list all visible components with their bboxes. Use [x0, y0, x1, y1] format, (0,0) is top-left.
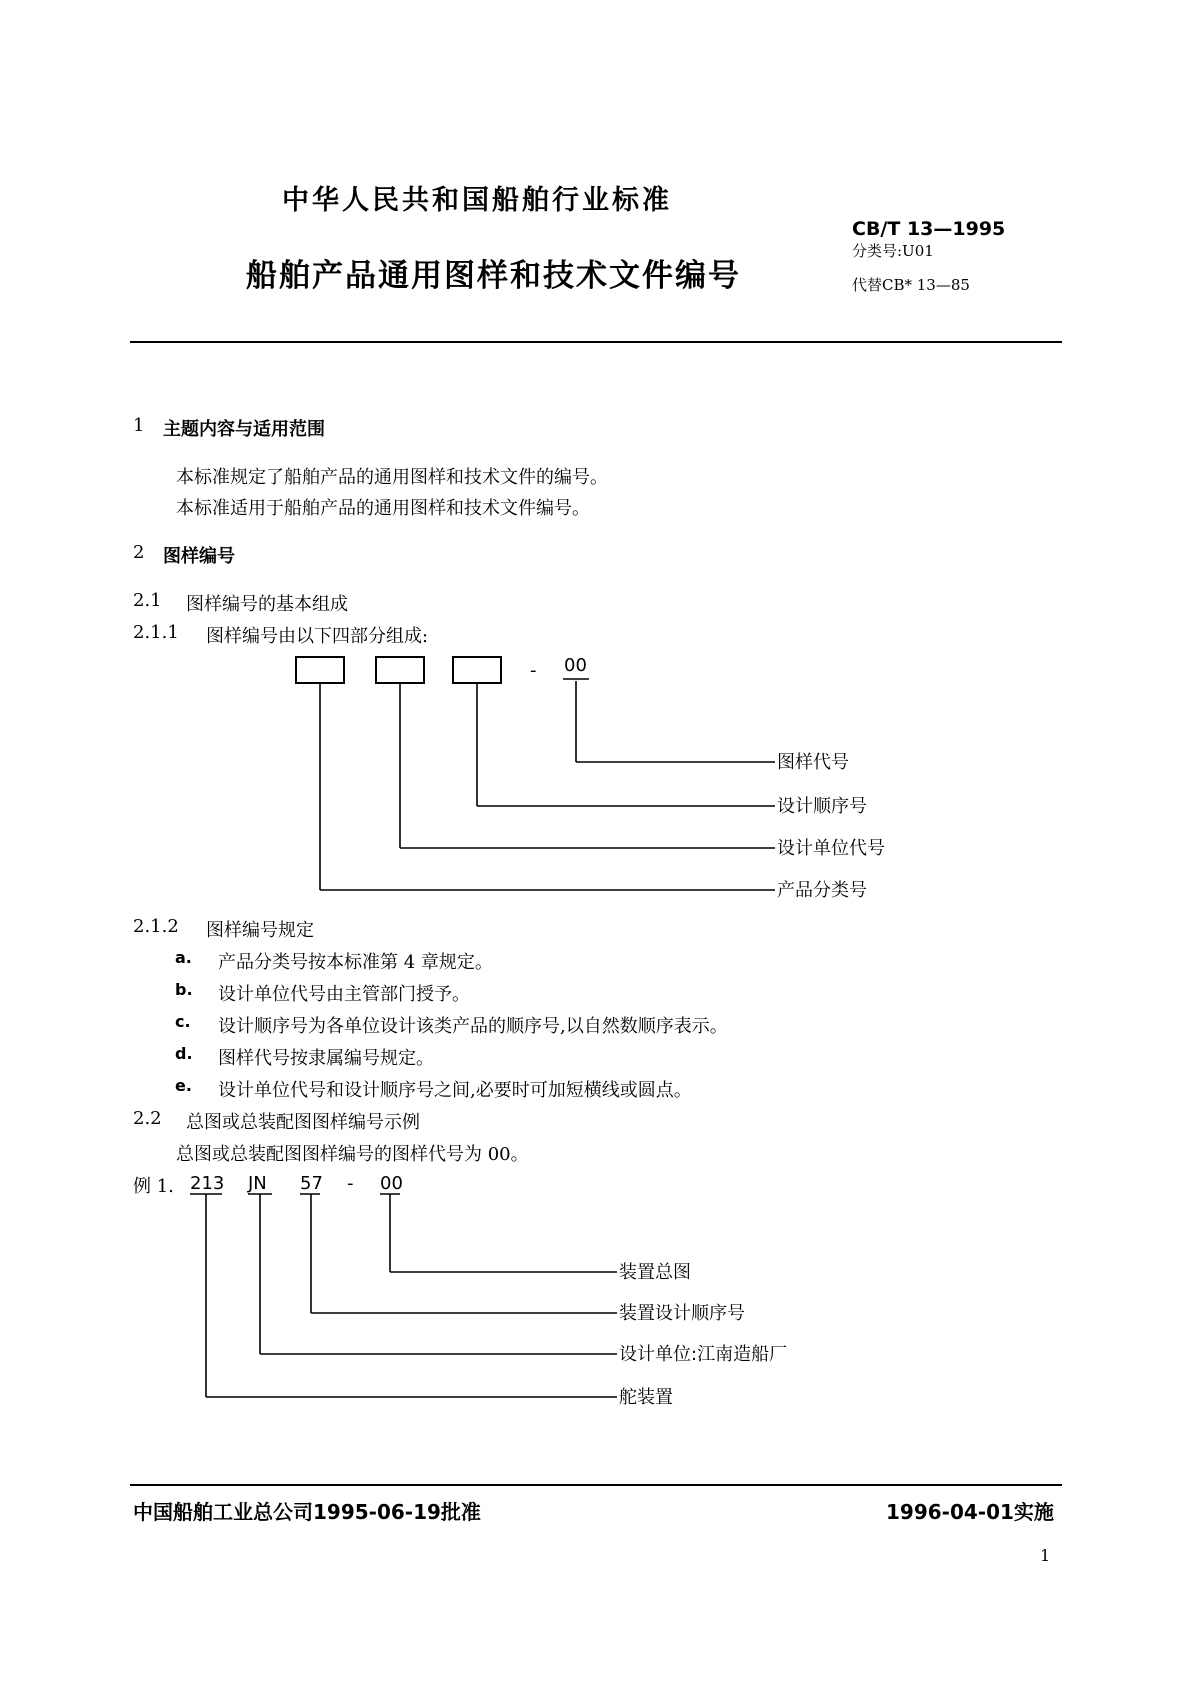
standard-org-heading: 中华人民共和国船舶行业标准 [282, 185, 672, 216]
section-1-title: 主题内容与适用范围 [163, 419, 325, 440]
diagram1-dash: - [530, 660, 537, 681]
classification-number: 分类号:U01 [852, 242, 934, 260]
rule-c-text: 设计顺序号为各单位设计该类产品的顺序号,以自然数顺序表示。 [218, 1016, 728, 1037]
section-2-1-1-number: 2.1.1 [133, 622, 179, 643]
example-part-dash: - [347, 1173, 354, 1194]
label-design-unit: 设计单位代号 [777, 838, 885, 859]
example-part-213: 213 [190, 1173, 225, 1194]
implementation-date: 1996-04-01实施 [886, 1500, 1054, 1524]
diagram1-code: 00 [564, 655, 587, 676]
section-2-2-paragraph: 总图或总装配图图样编号的图样代号为 00。 [176, 1144, 529, 1165]
section-2-1-2-title: 图样编号规定 [206, 920, 314, 941]
section-2-title: 图样编号 [163, 546, 235, 567]
bottom-divider [130, 1484, 1062, 1486]
standard-title: 船舶产品通用图样和技术文件编号 [246, 258, 741, 294]
rule-a-marker: a. [175, 948, 192, 967]
example-part-57: 57 [300, 1173, 323, 1194]
label-drawing-code: 图样代号 [777, 752, 849, 773]
rule-e-text: 设计单位代号和设计顺序号之间,必要时可加短横线或圆点。 [218, 1080, 692, 1101]
section-2-2-title: 总图或总装配图图样编号示例 [186, 1112, 420, 1133]
section-2-number: 2 [133, 542, 145, 563]
example-1-prefix: 例 1. [133, 1176, 174, 1197]
example-label-unit: 设计单位:江南造船厂 [619, 1344, 788, 1365]
rule-e-marker: e. [175, 1076, 192, 1095]
standard-code: CB/T 13—1995 [852, 218, 1006, 240]
rule-d-text: 图样代号按隶属编号规定。 [218, 1048, 434, 1069]
section-2-1-title: 图样编号的基本组成 [186, 594, 348, 615]
rule-d-marker: d. [175, 1044, 193, 1063]
approval-line: 中国船舶工业总公司1995-06-19批准 [133, 1500, 481, 1524]
rule-b-text: 设计单位代号由主管部门授予。 [218, 984, 470, 1005]
example-label-assembly: 装置总图 [619, 1262, 691, 1283]
example-label-sequence: 装置设计顺序号 [619, 1303, 745, 1324]
section-1-number: 1 [133, 415, 145, 436]
section-2-1-1-title: 图样编号由以下四部分组成: [206, 626, 429, 647]
page-number: 1 [1040, 1546, 1051, 1565]
example-label-category: 舵装置 [619, 1387, 673, 1408]
label-design-sequence: 设计顺序号 [777, 796, 867, 817]
section-1-paragraph-2: 本标准适用于船舶产品的通用图样和技术文件编号。 [176, 498, 590, 519]
rule-b-marker: b. [175, 980, 193, 999]
example-part-jn: JN [248, 1173, 267, 1194]
rule-a-text: 产品分类号按本标准第 4 章规定。 [218, 952, 493, 973]
section-2-1-number: 2.1 [133, 590, 162, 611]
replaces-standard: 代替CB* 13—85 [852, 276, 970, 294]
section-1-paragraph-1: 本标准规定了船舶产品的通用图样和技术文件的编号。 [176, 467, 608, 488]
section-2-1-2-number: 2.1.2 [133, 916, 179, 937]
label-product-category: 产品分类号 [777, 880, 867, 901]
example-part-00: 00 [380, 1173, 403, 1194]
section-2-2-number: 2.2 [133, 1108, 162, 1129]
rule-c-marker: c. [175, 1012, 191, 1031]
